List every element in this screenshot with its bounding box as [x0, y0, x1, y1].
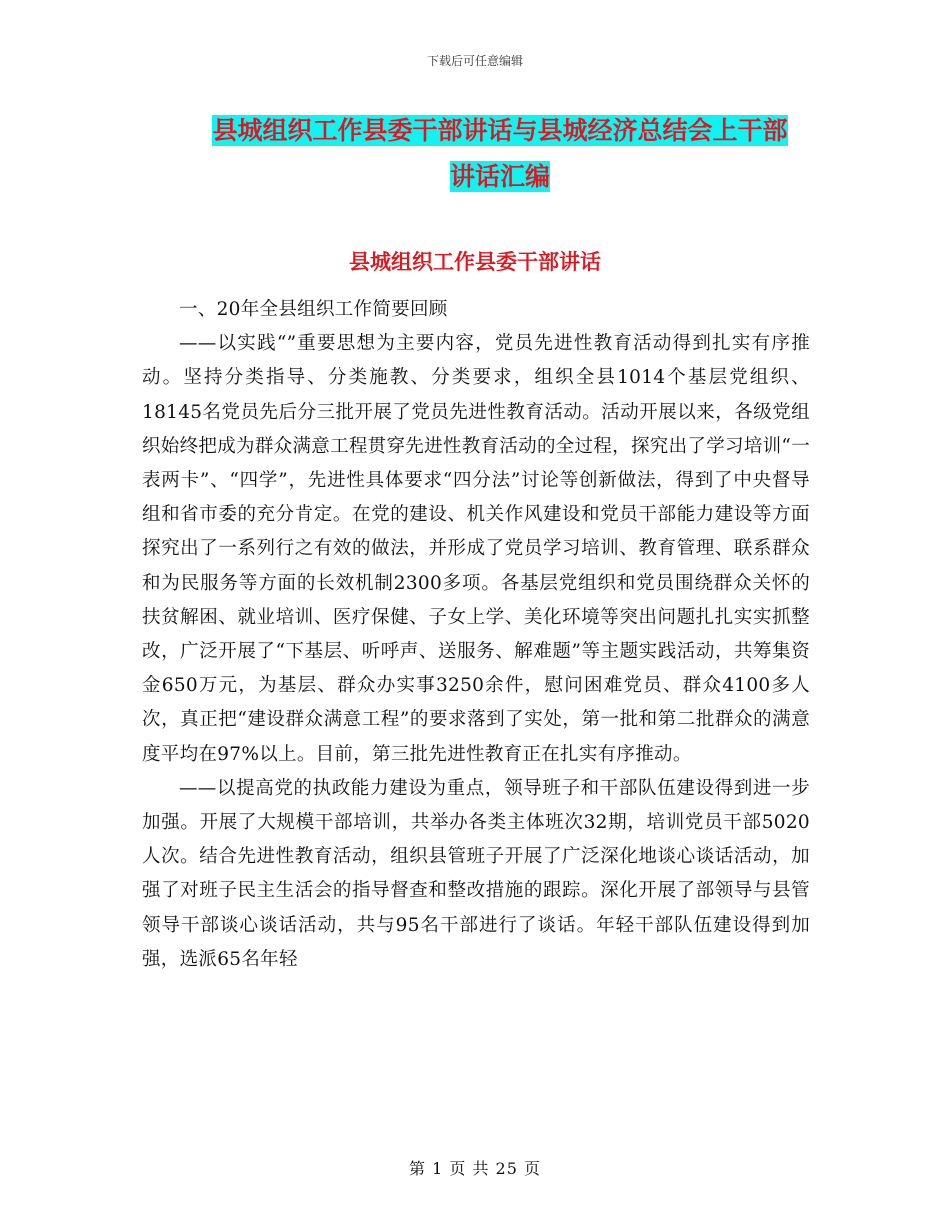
section-title: 县城组织工作县委干部讲话: [349, 250, 601, 274]
document-body: [142, 293, 810, 977]
paragraph-1: 一、20年全县组织工作简要回顾: [179, 299, 448, 320]
document-title-line-2: 讲话汇编: [449, 162, 550, 191]
paragraph-2: ——以实践“”重要思想为主要内容，党员先进性教育活动得到扎实有序推动。坚持分类指导、分类施教、分类要求，组织全县1014个基层党组织、18145名党员先后分三批开展了党员先进性教育活动。活动开展以来，各级党组织始终把成为群众满意工程贯穿先进性教育活动的全过程，探究出了学习培训“一表两卡”、“四学”，先进性具体要求“四分法”讨论等创新做法，得到了中央督导组和省市委的充分肯定。在党的建设、机关作风建设和党员干部能力建设等方面探究出了一系列行之有效的做法，并形成了党员学习培训、教育管理、联系群众和为民服务等方面的长效机制2300多项。各基层党组织和党员围绕群众关怀的扶贫解困、就业培训、医疗保健、子女上学、美化环境等突出问题扎扎实实抓整改，广泛开展了“下基层、听呼声、送服务、解难题”等主题实践活动，共筹集资金650万元，为基层、群众办实事3250余件，慰问困难党员、群众4100多人次，真正把“建设群众满意工程”的要求落到了实处，第一批和第二批群众的满意度平均在97%以上。目前，第三批先进性教育正在扎实有序推动。: [142, 333, 810, 765]
document-title: [150, 108, 850, 200]
document-title-line-1: 县城组织工作县委干部讲话与县城经济总结会上干部: [212, 116, 788, 145]
page-header: 下载后可任意编辑: [426, 54, 523, 68]
page-number-footer: 第 1 页 共 25 页: [409, 1159, 541, 1178]
paragraph-3: ——以提高党的执政能力建设为重点，领导班子和干部队伍建设得到进一步加强。开展了大规模干部培训，共举办各类主体班次32期，培训党员干部5020人次。结合先进性教育活动，组织县管班子开展了广泛深化地谈心谈话活动，加强了对班子民主生活会的指导督查和整改措施的跟踪。深化开展了部领导与县管领导干部谈心谈话活动，共与95名干部进行了谈话。年轻干部队伍建设得到加强，选派65名年轻: [142, 777, 810, 970]
